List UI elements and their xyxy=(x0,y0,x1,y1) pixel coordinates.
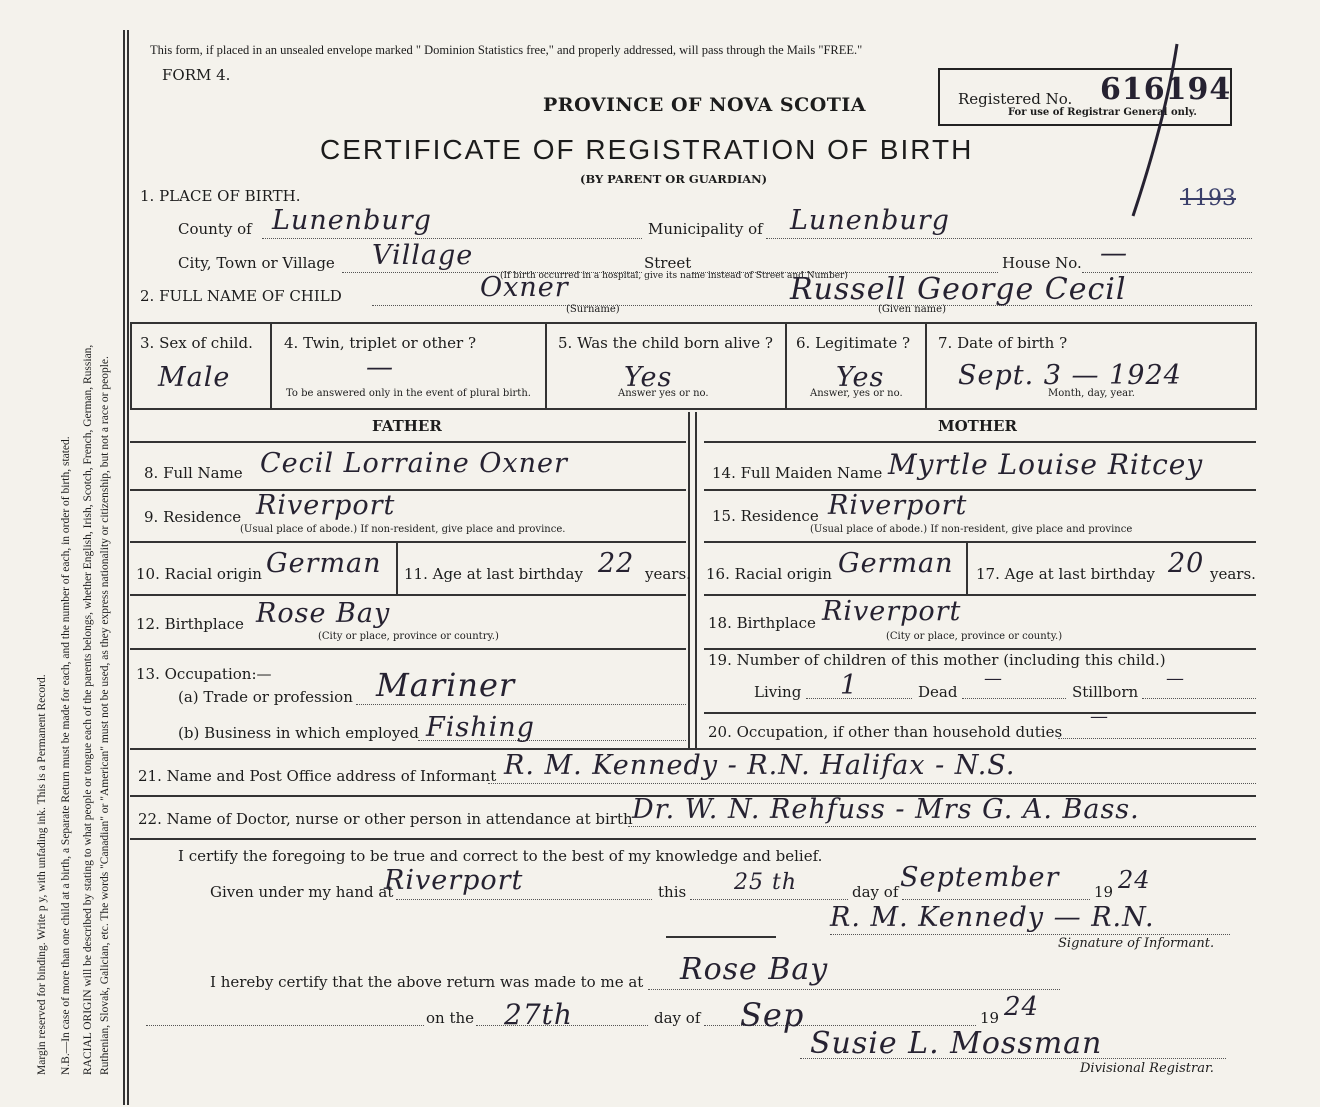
father-years: years. xyxy=(645,565,691,583)
county-value: Lunenburg xyxy=(272,205,432,236)
given-day-label: day of xyxy=(852,883,899,901)
sidebar-rule xyxy=(123,30,125,1105)
city-value: Village xyxy=(372,240,474,271)
alive-note: Answer yes or no. xyxy=(618,388,709,399)
father-birthplace-note: (City or place, province or country.) xyxy=(318,631,499,642)
center-divider-2 xyxy=(695,412,697,748)
mother-heading: MOTHER xyxy=(938,417,1017,435)
father-name-value: Cecil Lorraine Oxner xyxy=(260,448,568,479)
mother-birthplace-label: 18. Birthplace xyxy=(708,614,816,632)
house-value: — xyxy=(1100,238,1128,269)
trade-label: (a) Trade or profession xyxy=(178,688,353,706)
father-residence-note: (Usual place of abode.) If non-resident, give place and province. xyxy=(240,524,566,535)
racial-note-1: RACIAL ORIGIN will be described by stating to what people or tongue each of the parents belongs, whether English, Irish, Scotch, French, German, Russian, xyxy=(82,344,94,1075)
registrar-place-value: Rose Bay xyxy=(680,952,829,987)
informant-value: R. M. Kennedy - R.N. Halifax - N.S. xyxy=(504,750,1016,781)
city-label: City, Town or Village xyxy=(178,254,335,272)
father-residence-label: 9. Residence xyxy=(144,508,242,526)
given-under-label: Given under my hand at xyxy=(210,883,394,901)
child-given-name: Russell George Cecil xyxy=(790,272,1127,307)
children-count-label: 19. Number of children of this mother (including this child.) xyxy=(708,651,1166,669)
municipality-label: Municipality of xyxy=(648,220,763,238)
business-label: (b) Business in which employed xyxy=(178,724,419,742)
house-label: House No. xyxy=(1002,254,1082,272)
living-value: 1 xyxy=(840,670,859,701)
mother-race-label: 16. Racial origin xyxy=(706,565,832,583)
given-year-value: 24 xyxy=(1118,866,1151,894)
margin-note: Margin reserved for binding. Write p y, with unfading ink. This is a Permanent Record. xyxy=(36,674,48,1075)
mother-birthplace-note: (City or place, province or county.) xyxy=(886,631,1063,642)
stillborn-label: Stillborn xyxy=(1072,683,1139,701)
county-label: County of xyxy=(178,220,252,238)
legitimate-note: Answer, yes or no. xyxy=(810,388,903,399)
registered-number: 616194 xyxy=(1100,72,1232,107)
twin-value: — xyxy=(366,352,394,383)
dead-value: — xyxy=(984,668,1003,689)
father-occupation-label: 13. Occupation:— xyxy=(136,665,272,683)
page-title: CERTIFICATE OF REGISTRATION OF BIRTH xyxy=(320,134,974,165)
father-race-value: German xyxy=(266,548,382,579)
racial-note-2: Ruthenian, Slovak, Galician, etc. The words "Canadian" or "American" must not be used, as they express nationality or citizenship, but not a race or people. xyxy=(99,356,111,1075)
father-age-value: 22 xyxy=(598,548,635,579)
side-number: 1193 xyxy=(1180,186,1236,211)
registrar-note: For use of Registrar General only. xyxy=(1008,107,1197,118)
mother-occupation-value: — xyxy=(1090,706,1109,727)
place-of-birth-label: 1. PLACE OF BIRTH. xyxy=(140,187,301,205)
child-name-label: 2. FULL NAME OF CHILD xyxy=(140,287,342,305)
registrar-signature: Susie L. Mossman xyxy=(810,1026,1103,1061)
dob-label: 7. Date of birth ? xyxy=(938,334,1068,352)
given-place-value: Riverport xyxy=(384,865,524,896)
given-day-value: 25 th xyxy=(734,870,797,895)
street-label: Street xyxy=(644,254,692,272)
registrar-year-prefix: 19 xyxy=(980,1009,1000,1027)
sex-label: 3. Sex of child. xyxy=(140,334,253,352)
father-residence-value: Riverport xyxy=(256,490,396,521)
business-value: Fishing xyxy=(426,712,535,743)
row3-bottom-rule xyxy=(130,408,1256,410)
province-heading: PROVINCE OF NOVA SCOTIA xyxy=(543,94,867,116)
child-surname: Oxner xyxy=(480,272,569,303)
row3-top-rule xyxy=(130,322,1256,324)
father-name-label: 8. Full Name xyxy=(144,464,243,482)
mother-occupation-label: 20. Occupation, if other than household duties xyxy=(708,723,1063,741)
registered-label: Registered No. xyxy=(958,90,1073,108)
given-month-value: September xyxy=(900,862,1060,893)
informant-signature-caption: Signature of Informant. xyxy=(1058,936,1215,951)
alive-value: Yes xyxy=(624,362,673,393)
mother-residence-value: Riverport xyxy=(828,490,968,521)
dead-label: Dead xyxy=(918,683,958,701)
twin-note: To be answered only in the event of plural birth. xyxy=(286,388,531,399)
informant-signature: R. M. Kennedy — R.N. xyxy=(830,902,1155,933)
alive-label: 5. Was the child born alive ? xyxy=(558,334,773,352)
father-race-label: 10. Racial origin xyxy=(136,565,262,583)
form-number: FORM 4. xyxy=(162,66,231,84)
twin-label: 4. Twin, triplet or other ? xyxy=(284,334,476,352)
certify-statement: I certify the foregoing to be true and correct to the best of my knowledge and belief. xyxy=(178,847,823,865)
dob-value: Sept. 3 — 1924 xyxy=(958,360,1182,391)
stillborn-value: — xyxy=(1166,668,1185,689)
registrar-day-value: 27th xyxy=(504,998,573,1031)
hospital-note: (If birth occurred in a hospital, give its name instead of Street and Number) xyxy=(500,271,848,281)
living-label: Living xyxy=(754,683,802,701)
surname-caption: (Surname) xyxy=(566,304,620,315)
trade-value: Mariner xyxy=(376,666,516,704)
mother-residence-note: (Usual place of abode.) If non-resident, give place and province xyxy=(810,524,1133,535)
on-the-label: on the xyxy=(426,1009,475,1027)
given-caption: (Given name) xyxy=(878,304,946,315)
informant-label: 21. Name and Post Office address of Informant xyxy=(138,767,497,785)
sidebar-rule-2 xyxy=(127,30,129,1105)
registrar-signature-caption: Divisional Registrar. xyxy=(1080,1061,1214,1076)
father-heading: FATHER xyxy=(372,417,442,435)
father-age-label: 11. Age at last birthday xyxy=(404,565,583,583)
mail-note: This form, if placed in an unsealed envelope marked " Dominion Statistics free," and properly addressed, will pass through the Mails "FREE." xyxy=(150,43,863,57)
registrar-year-value: 24 xyxy=(1004,992,1040,1022)
mother-name-label: 14. Full Maiden Name xyxy=(712,464,883,482)
doctor-value: Dr. W. N. Rehfuss - Mrs G. A. Bass. xyxy=(632,794,1140,825)
mother-age-value: 20 xyxy=(1168,548,1205,579)
mother-name-value: Myrtle Louise Ritcey xyxy=(888,448,1204,481)
mother-residence-label: 15. Residence xyxy=(712,507,819,525)
legitimate-value: Yes xyxy=(836,362,885,393)
mother-race-value: German xyxy=(838,548,954,579)
father-birthplace-label: 12. Birthplace xyxy=(136,615,244,633)
mother-age-label: 17. Age at last birthday xyxy=(976,565,1155,583)
given-year-prefix: 19 xyxy=(1094,883,1114,901)
sex-value: Male xyxy=(158,362,231,393)
registrar-month-value: Sep xyxy=(740,996,805,1034)
nb-note: N.B.—In case of more than one child at a birth, a Separate Return must be made for each, and the number of each, in order of birth, stated. xyxy=(60,436,72,1075)
page-subtitle: (BY PARENT OR GUARDIAN) xyxy=(580,172,768,186)
father-birthplace-value: Rose Bay xyxy=(256,598,391,629)
mother-birthplace-value: Riverport xyxy=(822,596,962,627)
dob-note: Month, day, year. xyxy=(1048,388,1135,399)
registrar-day-label: day of xyxy=(654,1009,701,1027)
binding-margin xyxy=(0,0,126,1107)
doctor-label: 22. Name of Doctor, nurse or other person in attendance at birth xyxy=(138,810,633,828)
mother-years: years. xyxy=(1210,565,1256,583)
registrar-statement: I hereby certify that the above return was made to me at xyxy=(210,973,644,991)
municipality-value: Lunenburg xyxy=(790,205,950,236)
this-label: this xyxy=(658,883,687,901)
legitimate-label: 6. Legitimate ? xyxy=(796,334,911,352)
